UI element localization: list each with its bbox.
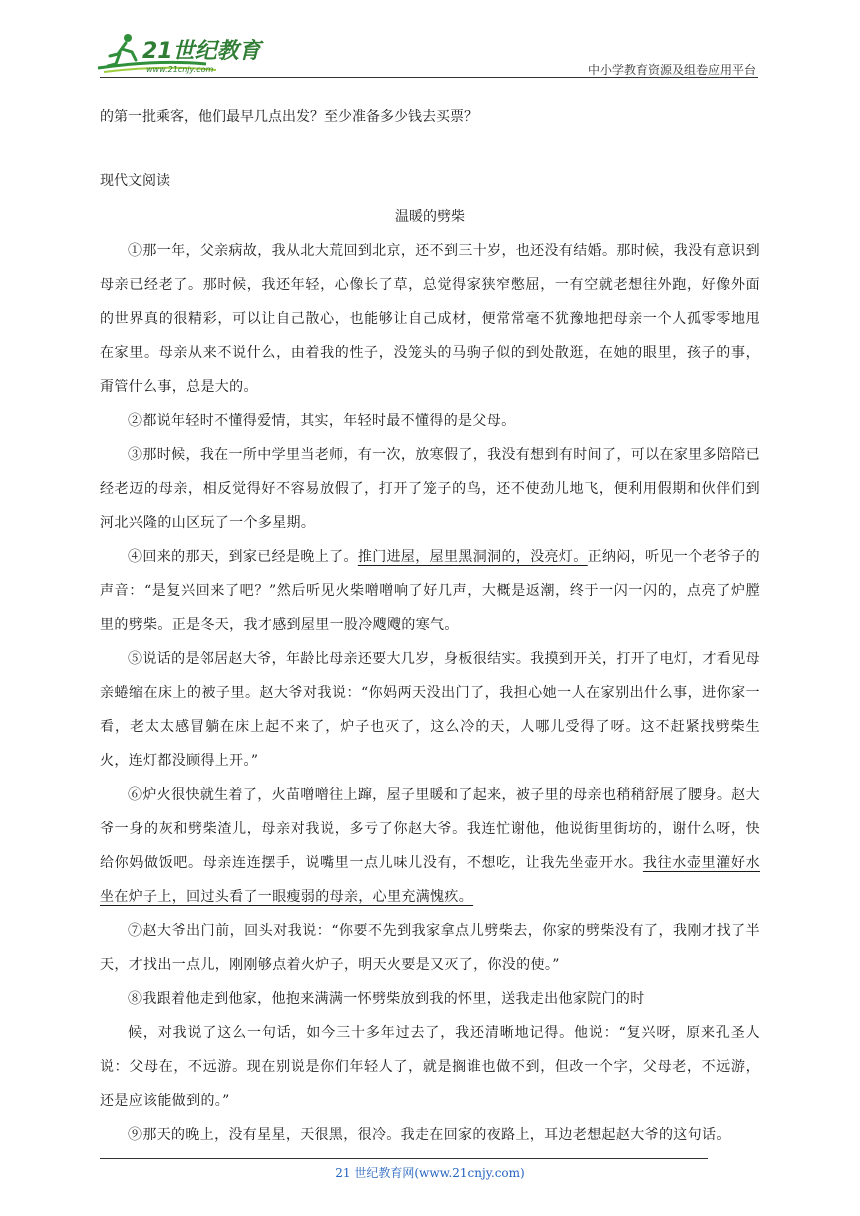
runner-logo-icon <box>96 30 266 76</box>
paragraph-5: ⑤说话的是邻居赵大爷，年龄比母亲还要大几岁，身板很结实。我摸到开关，打开了电灯，才看见母亲蜷缩在床上的被子里。赵大爷对我说：“你妈两天没出门了，我担心她一人在家别出什么事，进你家一看，老太太感冒躺在床上起不来了，炉子也灭了，这么冷的天，人哪儿受得了呀。这不赶紧找劈柴生火，连灯都没顾得上开。” <box>100 651 760 769</box>
paragraph-8: ⑧我跟着他走到他家，他抱来满满一怀劈柴放到我的怀里，送我走出他家院门的时 <box>128 991 645 1007</box>
article-title: 温暖的劈柴 <box>395 209 465 225</box>
platform-name: 中小学教育资源及组卷应用平台 <box>587 63 756 77</box>
section-label: 现代文阅读 <box>100 173 170 189</box>
underlined-sentence-1: 推门进屋，屋里黑洞洞的，没亮灯。 <box>357 549 588 565</box>
paragraph-2: ②都说年轻时不懂得爱情，其实，年轻时最不懂得的是父母。 <box>128 413 516 429</box>
svg-text:21世纪教育: 21世纪教育 <box>142 39 261 64</box>
paragraph-6-text-a: ⑥炉火很快就生着了，火苗噌噌往上蹿，屋子里暖和了起来，被子里的母亲也稍稍舒展了腰身。赵大爷一身的灰和劈柴渣儿，母亲对我说，多亏了你赵大爷。我连忙谢他，他说街里街坊的，谢什么呀，快给你妈做饭吧。母亲连连摆手，说嘴里一点儿味儿没有，不想吃，让我先坐壶开水。 <box>100 787 760 871</box>
paragraph-4-text-a: ④回来的那天，到家已经是晚上了。 <box>128 549 358 565</box>
paragraph-7: ⑦赵大爷出门前，回头对我说：“你要不先到我家拿点儿劈柴去，你家的劈柴没有了，我刚才找了半天，才找出一点儿，刚刚够点着火炉子，明天火要是又灭了，你没的使。” <box>100 923 760 973</box>
paragraph-8-continued: 候，对我说了这么一句话，如今三十多年过去了，我还清晰地记得。他说：“复兴呀，原来孔圣人说：父母在，不远游。现在别说是你们年轻人了，就是搁谁也做不到，但改一个字，父母老，不远游，还是应该能做到的。” <box>100 1025 760 1109</box>
page-footer: 21 世纪教育网(www.21cnjy.com) <box>335 1166 525 1180</box>
document-body <box>100 100 760 1152</box>
paragraph-1: ①那一年，父亲病故，我从北大荒回到北京，还不到三十岁，也还没有结婚。那时候，我没有意识到母亲已经老了。那时候，我还年轻，心像长了草，总觉得家狭窄憋屈，一有空就老想往外跑，好像外面的世界真的很精彩，可以让自己散心，也能够让自己成材，便常常毫不犹豫地把母亲一个人孤零零地甩在家里。母亲从来不说什么，由着我的性子，没笼头的马驹子似的到处散逛，在她的眼里，孩子的事，甭管什么事，总是大的。 <box>100 243 760 395</box>
header-divider <box>100 77 758 78</box>
paragraph-6 <box>100 778 760 914</box>
page-header <box>0 0 860 80</box>
underlined-sentence-2: 我往水壶里灌好水坐在炉子上，回过头看了一眼瘦弱的母亲，心里充满愧疚。 <box>100 855 760 905</box>
site-logo <box>96 30 266 76</box>
paragraph-4-text-b: 正纳闷，听见一个老爷子的声音：“是复兴回来了吧？”然后听见火柴噌噌响了好几声，大概是返潮，终于一闪一闪的，点亮了炉膛里的劈柴。正是冬天，我才感到屋里一股冷飕飕的寒气。 <box>100 549 761 633</box>
svg-text:www.21cnjy.com: www.21cnjy.com <box>146 65 214 74</box>
paragraph-9: ⑨那天的晚上，没有星星，天很黑，很冷。我走在回家的夜路上，耳边老想起赵大爷的这句话。 <box>128 1127 731 1143</box>
paragraph-4 <box>100 540 760 642</box>
continuation-text: 的第一批乘客，他们最早几点出发？至少准备多少钱去买票？ <box>100 109 478 125</box>
paragraph-3: ③那时候，我在一所中学里当老师，有一次，放寒假了，我没有想到有时间了，可以在家里多陪陪已经老迈的母亲，相反觉得好不容易放假了，打开了笼子的鸟，还不使劲儿地飞，便利用假期和伙伴们到河北兴隆的山区玩了一个多星期。 <box>100 447 760 531</box>
footer-divider <box>100 1158 708 1159</box>
